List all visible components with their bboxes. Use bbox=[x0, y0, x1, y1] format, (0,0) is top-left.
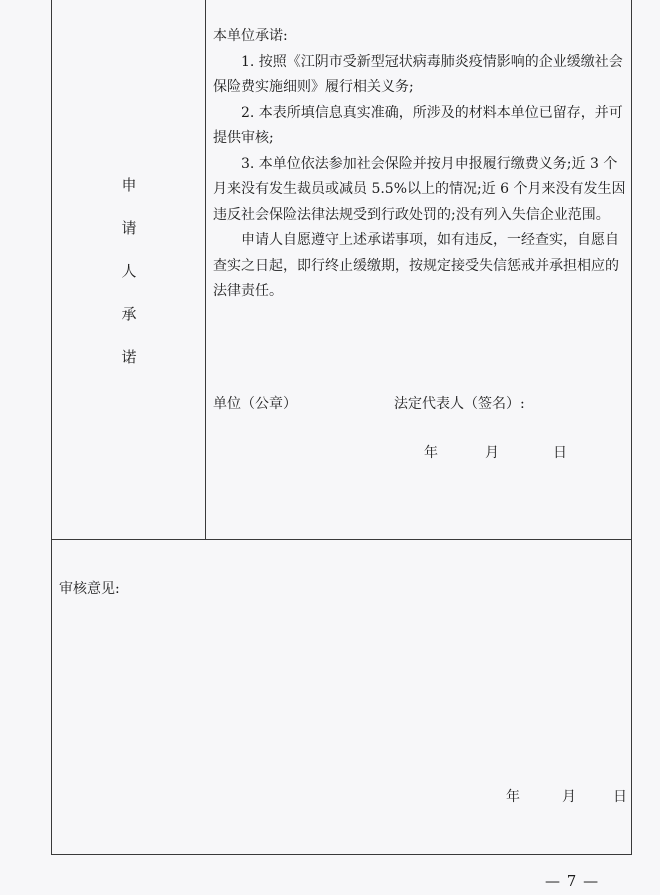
review-year: 年 bbox=[506, 789, 520, 805]
label-char: 诺 bbox=[121, 348, 137, 366]
column-divider bbox=[205, 0, 206, 539]
commitment-text bbox=[213, 24, 626, 305]
label-char: 申 bbox=[121, 176, 137, 194]
sign-year: 年 bbox=[424, 445, 438, 461]
commitment-pledge: 申请人自愿遵守上述承诺事项，如有违反，一经查实，自愿自查实之日起，即行终止缓缴期，按规定接受失信惩戒并承担相应的法律责任。 bbox=[213, 232, 619, 299]
page-number: — 7 — bbox=[545, 872, 600, 890]
commitment-item-2: 2. 本表所填信息真实准确，所涉及的材料本单位已留存，并可提供审核; bbox=[213, 104, 623, 146]
review-opinion-label: 审核意见: bbox=[59, 581, 120, 597]
review-day: 日 bbox=[613, 789, 627, 805]
row-divider bbox=[51, 539, 632, 540]
legal-rep-label: 法定代表人（签名）: bbox=[394, 396, 525, 412]
sign-day: 日 bbox=[553, 445, 567, 461]
review-month: 月 bbox=[562, 789, 576, 805]
unit-seal-label: 单位（公章） bbox=[213, 396, 297, 412]
label-char: 请 bbox=[121, 219, 137, 237]
commitment-item-1: 1. 按照《江阴市受新型冠状病毒肺炎疫情影响的企业缓缴社会保险费实施细则》履行相关义务; bbox=[213, 53, 623, 95]
label-char: 承 bbox=[121, 305, 137, 323]
applicant-commitment-label bbox=[116, 175, 142, 390]
sign-month: 月 bbox=[485, 445, 499, 461]
commitment-heading: 本单位承诺: bbox=[213, 28, 288, 44]
commitment-item-3: 3. 本单位依法参加社会保险并按月申报履行缴费义务;近 3 个月来没有发生裁员或减员 5.5%以上的情况;近 6 个月来没有发生因违反社会保险法律法规受到行政处罚的;没有列入失信企业范围。 bbox=[213, 155, 626, 223]
label-char: 人 bbox=[121, 262, 137, 280]
